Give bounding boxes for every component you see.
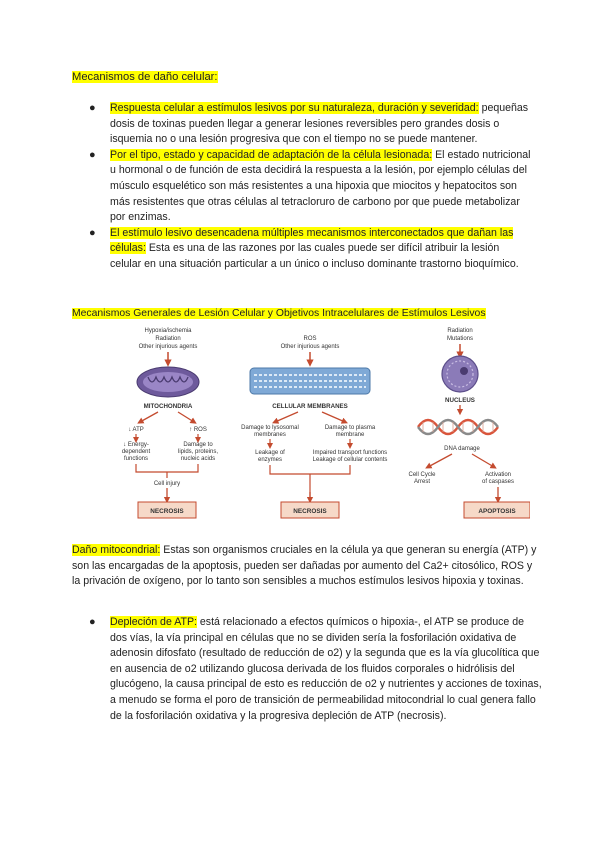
cause-label: Mutations [446,336,474,342]
section-heading-text: Mecanismos de daño celular: [72,71,218,83]
arrow [178,412,194,422]
section-heading [72,70,218,85]
membranes-column [241,336,387,518]
effect-label: enzymes [257,457,283,463]
list-item [72,226,532,273]
mitochondrial-damage-paragraph [72,543,542,590]
injury-label: Cell injury [153,481,181,487]
effect-label: Damage to lysosomal [241,425,299,431]
cell-injury-diagram [110,322,530,527]
list-item-label: Por el tipo, estado y capacidad de adaptación de la célula lesionada: [110,148,433,161]
effect-label: Leakage of [255,450,285,456]
membrane-icon [250,368,370,394]
effect-label: Cell Cycle [408,472,436,478]
effect-label: Damage to [183,442,213,448]
effect-label: Leakage of cellular contents [312,457,388,463]
atp-list [72,615,542,724]
connector-line [136,464,198,478]
outcome-label: NECROSIS [150,508,184,515]
dna-helix-icon [418,420,498,434]
arrow [275,412,298,422]
bullet-icon: ● [89,102,96,114]
outcome-label: NECROSIS [293,508,327,515]
arrow [472,454,494,467]
effect-label: ↓ Energy- [123,442,149,448]
paragraph-label: Daño mitocondrial: [72,544,161,556]
organelle-label: NUCLEUS [445,397,475,404]
list-item-label: El estímulo lesivo desencadena múltiples mecanismos interconectados que dañan las células: [110,226,514,255]
cause-label: ROS [303,336,317,342]
figure-title [72,306,486,321]
cause-label: Hypoxia/ischemia [144,328,192,334]
nucleus-column [408,328,530,518]
arrow [140,412,158,422]
list-item [72,101,532,148]
list-item-label: Depleción de ATP: [110,616,197,628]
mitochondria-column [122,328,219,518]
cause-label: Other injurious agents [280,344,340,350]
list-item [72,148,532,226]
effect-label: Arrest [413,479,431,485]
list-item-text: Esta es una de las razones por las cuales puede ser difícil atribuir la lesión celular en una situación particular a un único o incluso dominante trastorno bioquímico. [110,242,519,270]
organelle-label: MITOCHONDRIA [143,403,193,410]
effect-label: Damage to plasma [324,425,376,431]
effect-label: membrane [335,432,365,438]
cause-label: Radiation [447,328,473,334]
effect-label: Impaired transport functions [312,450,388,456]
mechanisms-list [72,101,532,273]
dna-label: DNA damage [444,446,480,452]
list-item-label: Respuesta celular a estímulos lesivos por su naturaleza, duración y severidad: [110,102,479,114]
effect-label: Activation [484,472,512,478]
effect-label: of caspases [481,479,515,485]
arrow [322,412,345,422]
organelle-label: CELLULAR MEMBRANES [272,403,348,410]
list-item [72,615,542,724]
figure-title-text: Mecanismos Generales de Lesión Celular y Objetivos Intracelulares de Estímulos Lesivos [72,308,486,319]
bullet-icon: ● [89,226,96,239]
effect-label: dependent [121,449,151,455]
arrow [428,454,452,467]
effect-label: ↑ ROS [189,427,207,433]
bullet-icon: ● [89,616,96,628]
effect-label: ↓ ATP [128,427,144,433]
cause-label: Radiation [155,336,181,342]
effect-label: lipids, proteins, [177,449,219,455]
effect-label: membranes [254,432,286,438]
nucleus-icon [442,356,478,392]
list-item-text: El estado nutricional u hormonal o de función de esta decidirá la respuesta a la lesión, por ejemplo células del músculo esquelético son más resistentes a una hipoxia que miocitos y hepatocitos son más resistentes que otras células al tetracloruro de carbono por que puede metabolizar por enzimas. [110,148,531,224]
list-item-text: está relacionado a efectos químicos o hipoxia-, el ATP se produce de dos vías, la vía principal en células que no se dividen sería la fosforilación oxidativa de adenosin difosfato (resultado de reducción de o2) y la segunda que es la vía glucolítica que en ausencia de o2 utilizando glucosa derivada de los fluidos corporales o hidrólisis del glucógeno, la causa principal de esto es reducción de o2 y nutrientes y acciones de toxinas, a menudo se forma el poro de transición de permeabilidad mitocondrial lo cual genera fallo de la fosforilación oxidativa y la progresiva depleción de ATP (necrosis). [110,616,542,722]
bullet-icon: ● [89,148,96,161]
cause-label: Other injurious agents [138,344,198,350]
effect-label: nucleic acids [180,456,216,462]
effect-label: functions [123,456,149,462]
mitochondria-icon [137,367,199,397]
outcome-label: APOPTOSIS [478,508,516,515]
list-item-text: pequeñas dosis de toxinas pueden llegar a generar lesiones reversibles pero grandes dosis o isquemia no o una lesión progresiva que con el tiempo no se puede mantener. [110,102,529,146]
paragraph-text: Estas son organismos cruciales en la célula ya que generan su energía (ATP) y son las encargadas de la apoptosis, pueden ser dañadas por aumento del Ca2+ citosólico, ROS y la privación de oxígeno, por lo tanto son sensibles a muchos estímulos lesivos hipoxia y toxinas. [72,544,537,588]
